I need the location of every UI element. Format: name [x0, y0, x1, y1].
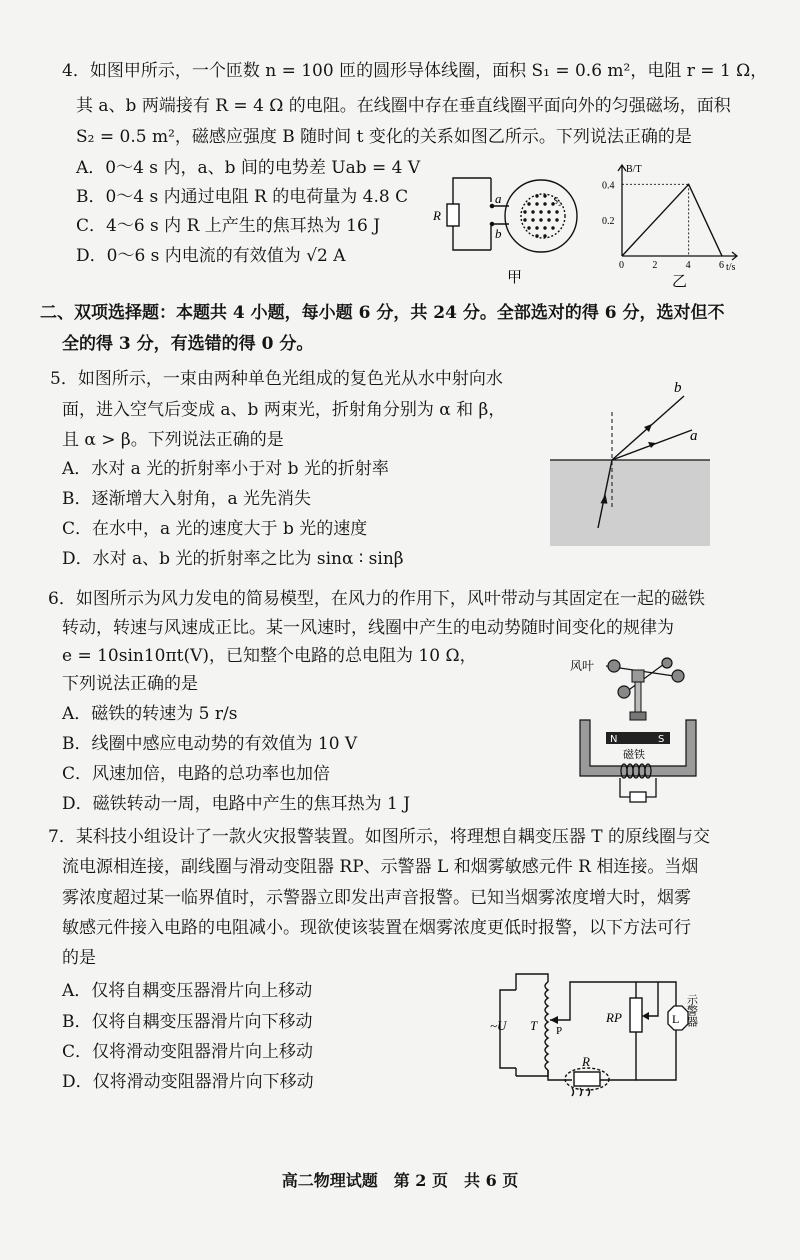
jia-label-s2: S₂	[553, 196, 562, 207]
chart-xtick-label: 6	[719, 260, 724, 271]
q4-line-2: 其 a、b 两端接有 R = 4 Ω 的电阻。在线圈中存在垂直线圈平面向外的匀强磁场，面积	[76, 96, 731, 116]
water-region	[550, 460, 710, 546]
q7-option-b: B．仅将自耦变压器滑片向下移动	[62, 1012, 313, 1032]
q5-line-3: 且 α > β。下列说法正确的是	[62, 430, 284, 450]
label-rp: RP	[606, 1010, 622, 1025]
label-l: L	[672, 1012, 680, 1026]
q4-option-c: C．4～6 s 内 R 上产生的焦耳热为 16 J	[76, 216, 381, 236]
q7-option-c: C．仅将滑动变阻器滑片向上移动	[62, 1042, 314, 1062]
q5-option-c: C．在水中，a 光的速度大于 b 光的速度	[62, 519, 368, 539]
smoke-sensor-r	[574, 1072, 600, 1086]
q6-line-2: 转动，转速与风速成正比。某一风速时，线圈中产生的电动势随时间变化的规律为	[62, 618, 674, 638]
q4-option-a: A．0～4 s 内，a、b 间的电势差 Uab = 4 V	[76, 158, 421, 178]
autotransformer-coil	[545, 982, 548, 1070]
page-footer: 高二物理试题 第 2 页 共 6 页	[281, 1171, 519, 1190]
q7-line-1: 7．某科技小组设计了一款火灾报警装置。如图所示，将理想自耦变压器 T 的原线圈与交	[48, 827, 710, 847]
q5-line-1: 5．如图所示，一束由两种单色光组成的复色光从水中射向水	[50, 369, 503, 389]
chart-ylabel: B/T	[626, 164, 642, 175]
label-p: P	[556, 1025, 563, 1037]
q6-option-d: D．磁铁转动一周，电路中产生的焦耳热为 1 J	[62, 794, 411, 814]
q5-option-b: B．逐渐增大入射角，a 光先消失	[62, 489, 312, 509]
rheostat-rp	[630, 998, 642, 1032]
label-s: S	[658, 734, 665, 745]
q6-wind-generator-figure	[570, 654, 710, 809]
q7-line-4: 敏感元件接入电路的电阻减小。现欲使该装置在烟雾浓度更低时报警，以下方法可行	[62, 918, 691, 938]
q6-option-c: C．风速加倍，电路的总功率也加倍	[62, 764, 331, 784]
q7-line-5: 的是	[62, 948, 96, 968]
chart-xlabel: t/s	[726, 262, 736, 273]
q6-line-1: 6．如图所示为风力发电的简易模型，在风力的作用下，风叶带动与其固定在一起的磁铁	[48, 589, 705, 609]
chart-ytick-label: 0.4	[602, 180, 615, 192]
q6-option-a: A．磁铁的转速为 5 r/s	[62, 704, 238, 724]
q6-line-4: 下列说法正确的是	[62, 674, 198, 694]
label-a: a	[690, 428, 698, 444]
section2-line-2: 全的得 3 分，有选错的得 0 分。	[62, 334, 314, 354]
jia-label-b: b	[495, 226, 502, 241]
q4-option-d: D．0～6 s 内电流的有效值为 √2 A	[76, 246, 346, 266]
q5-line-2: 面，进入空气后变成 a、b 两束光，折射角分别为 α 和 β，	[62, 400, 506, 420]
q5-option-a: A．水对 a 光的折射率小于对 b 光的折射率	[62, 459, 389, 479]
jia-label-r: R	[433, 208, 441, 223]
chart-ytick-label: 0.2	[602, 216, 615, 228]
q4-option-b: B．0～4 s 内通过电阻 R 的电荷量为 4.8 C	[76, 187, 409, 207]
q7-option-d: D．仅将滑动变阻器滑片向下移动	[62, 1072, 314, 1092]
q6-option-b: B．线圈中感应电动势的有效值为 10 V	[62, 734, 358, 754]
label-t: T	[530, 1018, 538, 1033]
yi-caption: 乙	[672, 272, 688, 290]
q5-option-d: D．水对 a、b 光的折射率之比为 sinα ∶ sinβ	[62, 549, 404, 569]
q7-circuit-figure	[486, 968, 716, 1098]
q5-refraction-figure	[548, 378, 716, 548]
section2-line-1: 二、双项选择题：本题共 4 小题，每小题 6 分，共 24 分。全部选对的得 6 分，选对但不	[40, 303, 725, 323]
q7-option-a: A．仅将自耦变压器滑片向上移动	[62, 981, 313, 1001]
q7-line-3: 雾浓度超过某一临界值时，示警器立即发出声音报警。已知当烟雾浓度增大时，烟雾	[62, 888, 691, 908]
jia-caption: 甲	[507, 268, 523, 286]
label-r: R	[582, 1054, 590, 1069]
q4-figure-yi-chart	[596, 160, 746, 290]
label-b: b	[674, 380, 682, 396]
q4-line-3: S₂ = 0.5 m²，磁感应强度 B 随时间 t 变化的关系如图乙所示。下列说法正确的是	[76, 127, 692, 147]
chart-xtick-label: 4	[685, 260, 691, 271]
jia-label-a: a	[495, 191, 502, 206]
label-alarm: 示警器	[685, 994, 699, 1027]
q7-line-2: 流电源相连接，副线圈与滑动变阻器 RP、示警器 L 和烟雾敏感元件 R 相连接。当烟	[62, 857, 699, 877]
q4-line-1: 4．如图甲所示，一个匝数 n = 100 匝的圆形导体线圈，面积 S₁ = 0.6 m²，电阻 r = 1 Ω，	[62, 61, 768, 81]
label-magnet: 磁铁	[623, 748, 645, 761]
chart-xtick-label: 2	[652, 260, 658, 271]
chart-xtick-label: 0	[619, 260, 624, 271]
chart-series-line	[622, 184, 722, 256]
q6-line-3: e = 10sin10πt(V)，已知整个电路的总电阻为 10 Ω，	[62, 646, 477, 666]
label-n: N	[610, 734, 618, 745]
q4-figure-jia	[425, 168, 585, 288]
label-fengye: 风叶	[570, 659, 595, 673]
label-u: ~U	[490, 1018, 507, 1033]
